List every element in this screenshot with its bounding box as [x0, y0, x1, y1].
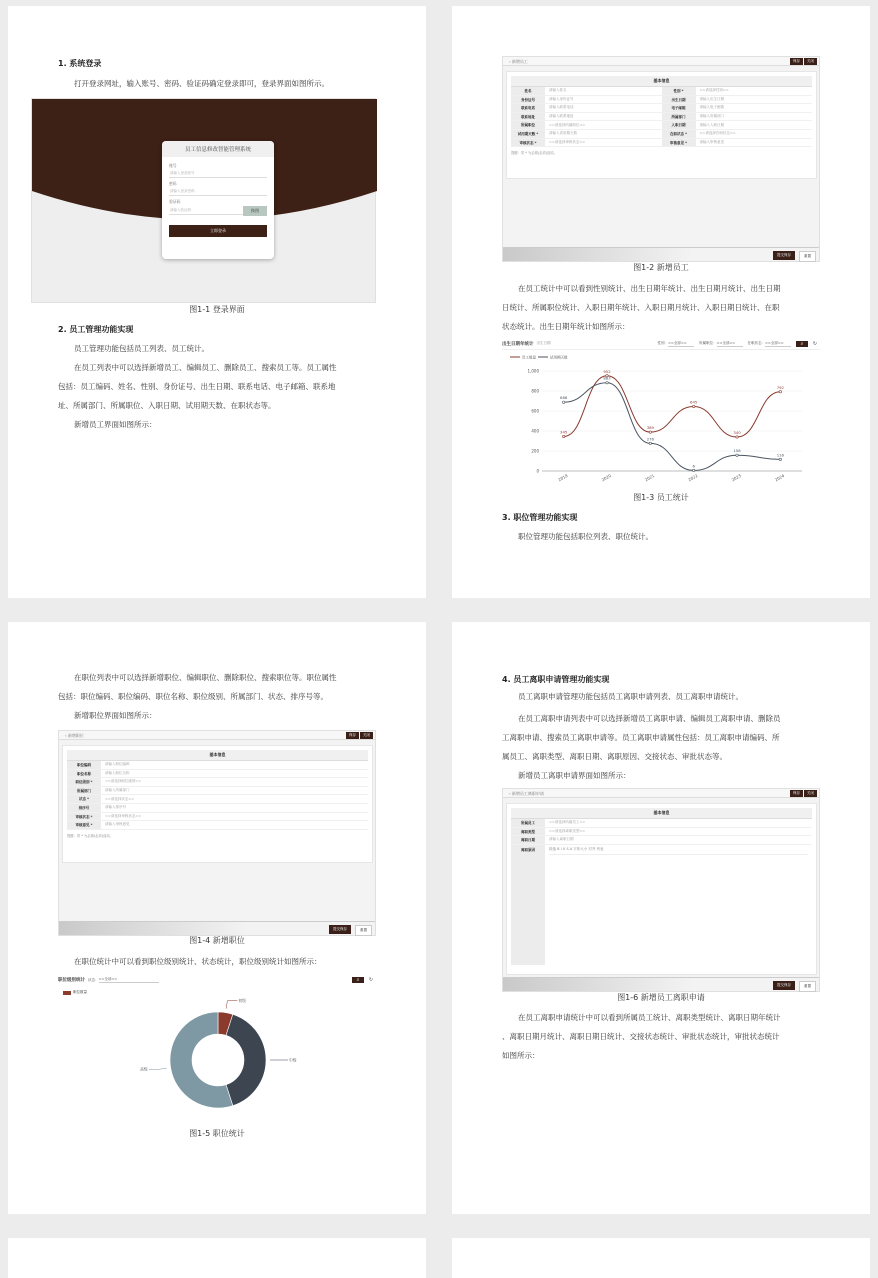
back-icon[interactable]: ‹ — [65, 733, 68, 738]
form-footer — [59, 921, 375, 935]
paragraph: 职位管理功能包括职位列表、职位统计。 — [518, 532, 653, 541]
data-point — [779, 458, 781, 460]
data-label: 116 — [776, 452, 784, 458]
field-label: 在职状态 * — [662, 130, 696, 138]
data-label: 6 — [692, 463, 695, 469]
field-input[interactable]: ==请选择审核状态== — [105, 813, 142, 818]
x-tick-label: 2024 — [773, 472, 786, 483]
paragraph: 包括：员工编码、姓名、性别、身份证号、出生日期、联系电话、电子邮箱、联系地 — [58, 382, 336, 391]
x-tick-label: 2020 — [600, 472, 612, 483]
document-page-1 — [8, 6, 426, 598]
data-label: 389 — [646, 425, 654, 431]
field-input[interactable]: 请输入排序号 — [105, 805, 126, 810]
data-label: 645 — [690, 399, 698, 405]
filter-label: 在职状态： — [747, 341, 765, 345]
y-tick-label: 400 — [531, 428, 539, 434]
captcha-image[interactable]: 换图 — [243, 206, 267, 216]
y-tick-label: 0 — [536, 468, 539, 474]
field-input[interactable]: 请输入电子邮箱 — [699, 105, 724, 110]
password-label: 密码 — [169, 181, 177, 186]
account-label: 账号 — [169, 163, 177, 168]
paragraph: 新增员工界面如图所示： — [74, 420, 157, 429]
paragraph: 工离职申请、搜索员工离职申请等。员工离职申请属性包括：员工离职申请编码、所 — [502, 733, 780, 742]
account-input[interactable]: 请输入登录账号 — [169, 170, 267, 178]
data-point — [562, 401, 564, 403]
field-input[interactable]: 请输入审核意见 — [105, 822, 130, 827]
x-tick-label: 2021 — [643, 472, 656, 483]
document-page-3 — [8, 622, 426, 1214]
field-label: 身份证号 — [511, 96, 545, 104]
form-header: 基本信息 — [511, 76, 812, 87]
section-title: 4. 员工离职申请管理功能实现 — [502, 675, 610, 684]
form-row — [511, 130, 812, 139]
data-point — [649, 431, 651, 433]
paragraph: 在员工统计中可以看到性别统计、出生日期年统计、出生日期月统计、出生日期 — [518, 284, 781, 293]
captcha-label: 验证码 — [169, 199, 181, 204]
position-stats-screenshot — [58, 974, 376, 1124]
employee-form — [506, 71, 817, 179]
slice-label: 中级 — [289, 1057, 297, 1063]
figure-caption: 图1-2 新增员工 — [633, 263, 689, 272]
paragraph: 员工管理功能包括员工列表、员工统计。 — [74, 344, 209, 353]
field-label: 状态 * — [67, 795, 101, 803]
series-line — [564, 383, 781, 471]
paragraph: 新增员工离职申请界面如图所示： — [518, 771, 631, 780]
login-screenshot — [31, 98, 376, 303]
save-top-button[interactable]: 保存 — [790, 790, 803, 797]
paragraph: 打开登录网址，输入账号、密码、验证码确定登录即可，登录界面如图所示。 — [74, 79, 329, 88]
field-input[interactable]: 请输入试用期天数 — [549, 131, 577, 136]
window-titlebar: ‹ 新增员工离职申请 保存 关闭 — [503, 789, 819, 798]
field-input[interactable]: 请输入入职日期 — [699, 122, 724, 127]
document-page-4 — [452, 622, 870, 1214]
window-titlebar: ‹ 新增员工 保存 关闭 — [503, 57, 819, 66]
filter-select[interactable]: ==全部== — [765, 341, 791, 347]
section-title: 3. 职位管理功能实现 — [502, 513, 578, 522]
field-label: 审核状态 * — [511, 139, 545, 147]
paragraph: 在员工离职申请统计中可以看到所属员工统计、离职类型统计、离职日期年统计 — [518, 1013, 781, 1022]
form-row — [511, 104, 812, 113]
data-label: 688 — [560, 395, 568, 401]
filter-select[interactable]: ==全部== — [717, 341, 743, 347]
position-form — [62, 745, 373, 863]
field-label: 所属员工 — [511, 819, 545, 827]
submit-button[interactable]: 提交保存 — [773, 251, 795, 260]
field-label: 试用期天数 * — [511, 130, 545, 138]
data-label: 883 — [603, 375, 611, 381]
y-tick-label: 200 — [531, 448, 539, 454]
field-input[interactable]: 请输入离职日期 — [549, 837, 574, 842]
filter-select[interactable]: ==全部== — [668, 341, 694, 347]
figure-caption: 图1-5 职位统计 — [189, 1129, 245, 1138]
data-point — [736, 454, 738, 456]
field-input[interactable]: 请输入所属部门 — [105, 788, 130, 793]
form-row — [511, 836, 812, 845]
paragraph: 新增职位界面如图所示： — [74, 711, 157, 720]
data-label: 340 — [733, 430, 741, 435]
legend-label: 职位数量 — [73, 990, 87, 994]
form-row — [511, 113, 812, 122]
field-input[interactable]: 请输入职位编码 — [105, 762, 130, 767]
add-resignation-screenshot — [502, 788, 820, 992]
line-chart — [502, 351, 820, 489]
legend-label: 试用期天数 — [550, 355, 568, 360]
data-label: 345 — [560, 429, 568, 435]
form-row — [67, 804, 368, 813]
paragraph: 在职位统计中可以看到职位级别统计、状态统计，职位级别统计如图所示： — [74, 957, 322, 966]
filter-label: 状态： — [88, 977, 99, 982]
field-input[interactable]: ==请选择审核状态== — [549, 139, 586, 144]
back-icon[interactable]: ‹ — [509, 791, 512, 796]
paragraph: 状态统计。出生日期年统计如图所示： — [502, 322, 630, 331]
login-card — [162, 141, 274, 259]
refresh-icon[interactable]: ↻ — [368, 977, 374, 983]
section-title: 1. 系统登录 — [58, 59, 102, 68]
form-row — [67, 770, 368, 779]
chart-subtitle: 出生日期 — [536, 341, 551, 345]
x-tick-label: 2022 — [687, 472, 699, 483]
submit-button[interactable]: 提交保存 — [329, 925, 351, 934]
data-label: 952 — [603, 368, 611, 374]
figure-caption: 图1-4 新增职位 — [189, 936, 245, 945]
slice-label: 初级 — [238, 998, 246, 1004]
form-note: 提醒：带 * 为必填(必须)选项。 — [511, 151, 557, 156]
search-icon[interactable]: ⌕ — [352, 977, 364, 983]
section-title: 2. 员工管理功能实现 — [58, 325, 134, 334]
add-employee-screenshot — [502, 56, 820, 262]
field-input[interactable]: ==请选择状态== — [105, 796, 135, 801]
legend-label: 员工数量 — [522, 355, 536, 360]
field-input[interactable]: ==请选择离职类型== — [549, 828, 586, 833]
data-point — [779, 391, 781, 393]
save-top-button[interactable]: 保存 — [790, 58, 803, 65]
form-row — [511, 828, 812, 837]
form-row — [67, 813, 368, 822]
paragraph: 日统计、所属职位统计、入职日期年统计、入职日期月统计、入职日期日统计、在职 — [502, 303, 780, 312]
field-label: 职位编码 — [67, 761, 101, 769]
submit-button[interactable]: 提交保存 — [773, 981, 795, 990]
rich-text-editor[interactable] — [549, 855, 808, 955]
field-input[interactable]: 请输入审核意见 — [699, 139, 724, 144]
figure-caption: 图1-6 新增员工离职申请 — [617, 993, 705, 1002]
label-leader — [226, 1001, 237, 1009]
paragraph: 属员工、离职类型、离职日期、离职原因、交接状态、审批状态等。 — [502, 752, 727, 761]
form-row — [67, 761, 368, 770]
save-top-button[interactable]: 保存 — [346, 732, 359, 739]
reset-button[interactable]: 重置 — [799, 251, 816, 262]
form-row — [511, 87, 812, 96]
form-header: 基本信息 — [511, 808, 812, 819]
captcha-input[interactable]: 请输入验证码 — [169, 207, 243, 215]
login-title: 员工信息修改智能管理系统 — [162, 141, 274, 157]
filter-select[interactable]: ==全部== — [99, 977, 159, 983]
field-input[interactable]: 请输入出生日期 — [699, 96, 724, 101]
document-page-5 — [8, 1238, 426, 1278]
paragraph: 如图所示： — [502, 1051, 540, 1060]
field-label: 离职日期 — [511, 836, 545, 844]
back-icon[interactable]: ‹ — [509, 59, 512, 64]
data-point — [606, 382, 608, 384]
chart-title: 职位级别统计 — [58, 978, 85, 983]
add-position-screenshot — [58, 730, 376, 936]
filter-label: 性别： — [657, 341, 668, 345]
login-button[interactable]: 立即登录 — [169, 225, 267, 237]
form-row — [511, 121, 812, 130]
field-label: 电子邮箱 — [662, 104, 696, 112]
form-row — [67, 795, 368, 804]
donut-chart — [58, 998, 376, 1122]
field-input[interactable]: 请输入所属部门 — [699, 114, 724, 119]
form-row — [511, 139, 812, 148]
field-label: 审核意见 * — [662, 139, 696, 147]
field-label: 职位级别 * — [67, 778, 101, 786]
rich-text-toolbar[interactable]: 段落 B I U S A 字体大小 对齐 列表 — [549, 847, 808, 855]
data-label: 792 — [776, 384, 784, 390]
field-input[interactable]: 请输入联系电话 — [549, 105, 574, 110]
field-input[interactable]: ==请选择性别== — [699, 88, 729, 93]
form-footer — [503, 247, 819, 261]
field-input[interactable]: 请输入姓名 — [549, 88, 567, 93]
paragraph: 包括：职位编码、职位编码、职位名称、职位级别、所属部门、状态、排序号等。 — [58, 692, 328, 701]
filter-label: 所属职位： — [699, 341, 717, 345]
field-label: 审核意见 * — [67, 821, 101, 829]
paragraph: 在职位列表中可以选择新增职位、编辑职位、删除职位、搜索职位等。职位属性 — [74, 673, 337, 682]
field-label: 性别 * — [662, 87, 696, 95]
data-point — [692, 469, 694, 471]
donut-slice — [226, 1014, 266, 1105]
field-label: 出生日期 — [662, 96, 696, 104]
paragraph: 址、所属部门、所属职位、入职日期、试用期天数、在职状态等。 — [58, 401, 276, 410]
form-row — [67, 821, 368, 830]
form-row — [511, 96, 812, 105]
field-label: 联系电话 — [511, 104, 545, 112]
resignation-form — [506, 803, 817, 975]
y-tick-label: 600 — [531, 408, 539, 414]
form-footer — [503, 977, 819, 991]
close-top-button[interactable]: 关闭 — [804, 58, 817, 65]
paragraph: 、离职日期月统计、离职日期日统计、交接状态统计、审批状态统计，审批状态统计 — [502, 1032, 780, 1041]
field-label: 所属部门 — [662, 113, 696, 121]
field-label: 排序号 — [67, 804, 101, 812]
field-label: 所属部门 — [67, 787, 101, 795]
figure-caption: 图1-1 登录界面 — [189, 305, 245, 314]
paragraph: 在员工离职申请列表中可以选择新增员工离职申请、编辑员工离职申请、删除员 — [518, 714, 781, 723]
field-input[interactable]: ==请选择职位级别== — [105, 779, 142, 784]
field-label: 职位名称 — [67, 770, 101, 778]
field-label: 姓名 — [511, 87, 545, 95]
refresh-icon[interactable]: ↻ — [812, 340, 818, 347]
reset-button[interactable]: 重置 — [799, 981, 816, 992]
search-icon[interactable]: ⌕ — [796, 341, 808, 347]
field-label: 所属职位 — [511, 121, 545, 129]
label-leader — [149, 1068, 167, 1069]
data-point — [649, 442, 651, 444]
y-tick-label: 1,000 — [527, 368, 539, 374]
x-tick-label: 2023 — [730, 472, 742, 483]
form-row — [511, 819, 812, 828]
slice-label: 高级 — [140, 1066, 148, 1072]
field-label: 入职日期 — [662, 121, 696, 129]
editor-label: 离职原因 — [511, 845, 545, 965]
field-input[interactable]: ==请选择在职状态== — [699, 131, 736, 136]
field-label: 审核状态 * — [67, 813, 101, 821]
form-header: 基本信息 — [67, 750, 368, 761]
data-label: 276 — [646, 436, 654, 442]
field-input[interactable]: 请输入身份证号 — [549, 96, 574, 101]
x-tick-label: 2019 — [557, 472, 569, 483]
close-top-button[interactable]: 关闭 — [804, 790, 817, 797]
window-titlebar: ‹ 新增职位 保存 关闭 — [59, 731, 375, 740]
field-label: 联系地址 — [511, 113, 545, 121]
field-input[interactable]: 请输入联系地址 — [549, 114, 574, 119]
paragraph: 员工离职申请管理功能包括员工离职申请列表、员工离职申请统计。 — [518, 692, 743, 701]
data-point — [562, 435, 564, 437]
field-input[interactable]: ==请选择所属员工== — [549, 820, 586, 825]
form-row — [67, 778, 368, 787]
data-point — [736, 436, 738, 438]
password-input[interactable]: 请输入登录密码 — [169, 188, 267, 196]
employee-stats-screenshot — [502, 338, 820, 490]
legend-swatch — [63, 991, 71, 995]
form-note: 提醒：带 * 为必填(必须)选项。 — [67, 833, 113, 838]
field-label: 离职类型 — [511, 828, 545, 836]
chart-title: 出生日期年统计 — [502, 341, 534, 347]
y-tick-label: 800 — [531, 388, 539, 394]
paragraph: 在员工列表中可以选择新增员工、编辑员工、删除员工、搜索员工等。员工属性 — [74, 363, 337, 372]
form-row — [67, 787, 368, 796]
figure-caption: 图1-3 员工统计 — [633, 493, 689, 502]
data-label: 158 — [733, 448, 741, 454]
document-page-2 — [452, 6, 870, 598]
data-point — [692, 405, 694, 407]
field-input[interactable]: 请输入职位名称 — [105, 770, 130, 775]
close-top-button[interactable]: 关闭 — [360, 732, 373, 739]
reset-button[interactable]: 重置 — [355, 925, 372, 936]
field-input[interactable]: ==请选择所属职位== — [549, 122, 586, 127]
document-page-6 — [452, 1238, 870, 1278]
